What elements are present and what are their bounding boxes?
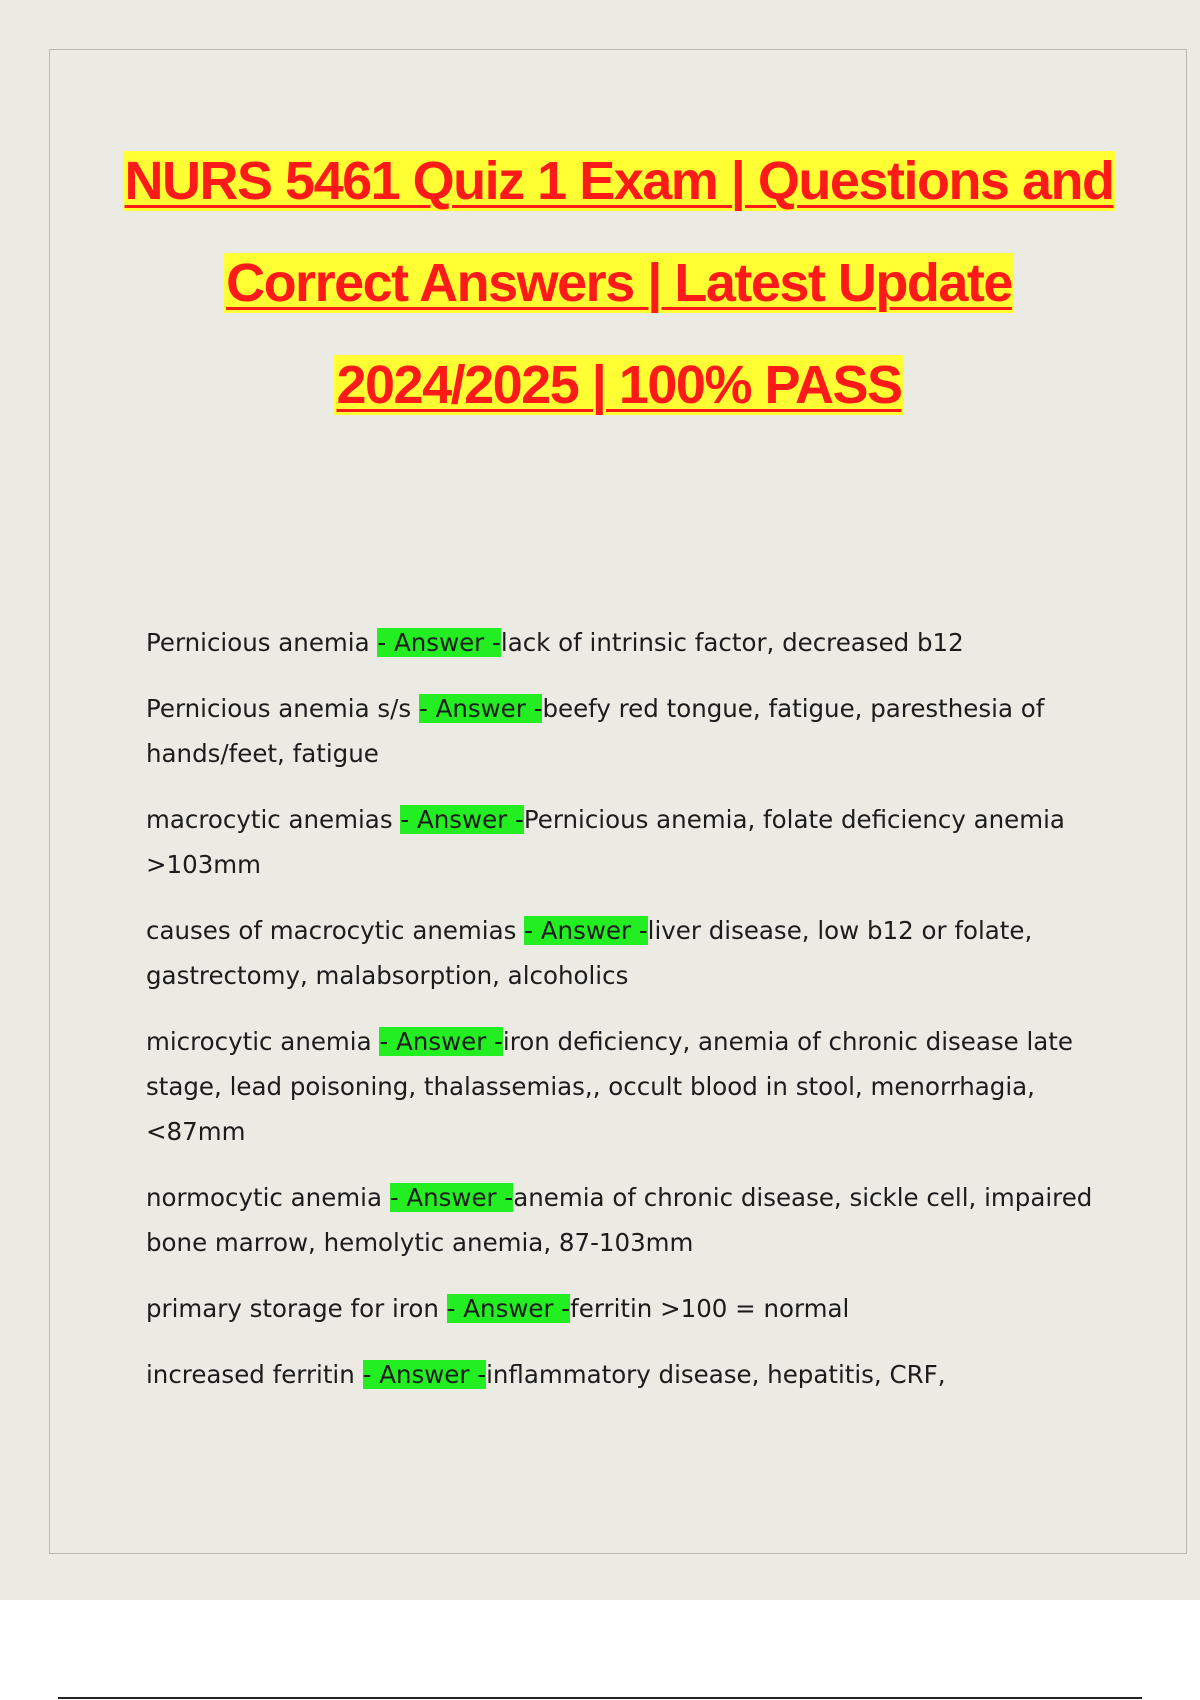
answer-text: liver disease, low b12 or folate, gastrectomy, malabsorption, alcoholics — [146, 916, 1033, 990]
question-text: normocytic anemia — [146, 1183, 390, 1212]
answer-label: - Answer - — [389, 1183, 514, 1212]
qa-item — [146, 797, 1106, 887]
answer-label: - Answer - — [379, 1027, 503, 1056]
question-text: causes of macrocytic anemias — [146, 916, 525, 945]
qa-item — [146, 1286, 1106, 1331]
answer-text: beefy red tongue, fatigue, paresthesia of hands/feet, fatigue — [146, 694, 1045, 768]
qa-item — [146, 1019, 1106, 1154]
answer-label: - Answer - — [446, 1294, 571, 1323]
qa-item — [146, 1175, 1106, 1265]
document-title — [120, 130, 1118, 436]
answer-label: - Answer - — [400, 805, 524, 834]
question-text: macrocytic anemias — [146, 805, 401, 834]
question-text: Pernicious anemia — [146, 628, 378, 657]
question-text: Pernicious anemia s/s — [146, 694, 419, 723]
answer-label: - Answer - — [377, 628, 501, 657]
question-text: microcytic anemia — [146, 1027, 380, 1056]
footer-divider — [58, 1697, 1142, 1699]
answer-text: Pernicious anemia, folate deficiency anemia >103mm — [146, 805, 1065, 879]
answer-label: - Answer - — [362, 1360, 487, 1389]
qa-item — [146, 620, 1106, 665]
question-text: primary storage for iron — [146, 1294, 447, 1323]
answer-text: ferritin >100 = normal — [570, 1294, 850, 1323]
document-title-text: NURS 5461 Quiz 1 Exam | Questions and Correct Answers | Latest Update 2024/2025 | 100% PASS — [124, 151, 1114, 415]
qa-item — [146, 1352, 1106, 1397]
qa-item — [146, 686, 1106, 776]
answer-text: anemia of chronic disease, sickle cell, impaired bone marrow, hemolytic anemia, 87-103mm — [146, 1183, 1093, 1257]
qa-item — [146, 908, 1106, 998]
qa-list — [146, 620, 1106, 1418]
answer-text: lack of intrinsic factor, decreased b12 — [500, 628, 964, 657]
answer-label: - Answer - — [524, 916, 648, 945]
answer-label: - Answer - — [418, 694, 543, 723]
question-text: increased ferritin — [146, 1360, 363, 1389]
answer-text: iron deficiency, anemia of chronic disease late stage, lead poisoning, thalassemias,, occult blood in stool, menorrhagia, <87mm — [146, 1027, 1073, 1146]
answer-text: inflammatory disease, hepatitis, CRF, — [486, 1360, 946, 1389]
